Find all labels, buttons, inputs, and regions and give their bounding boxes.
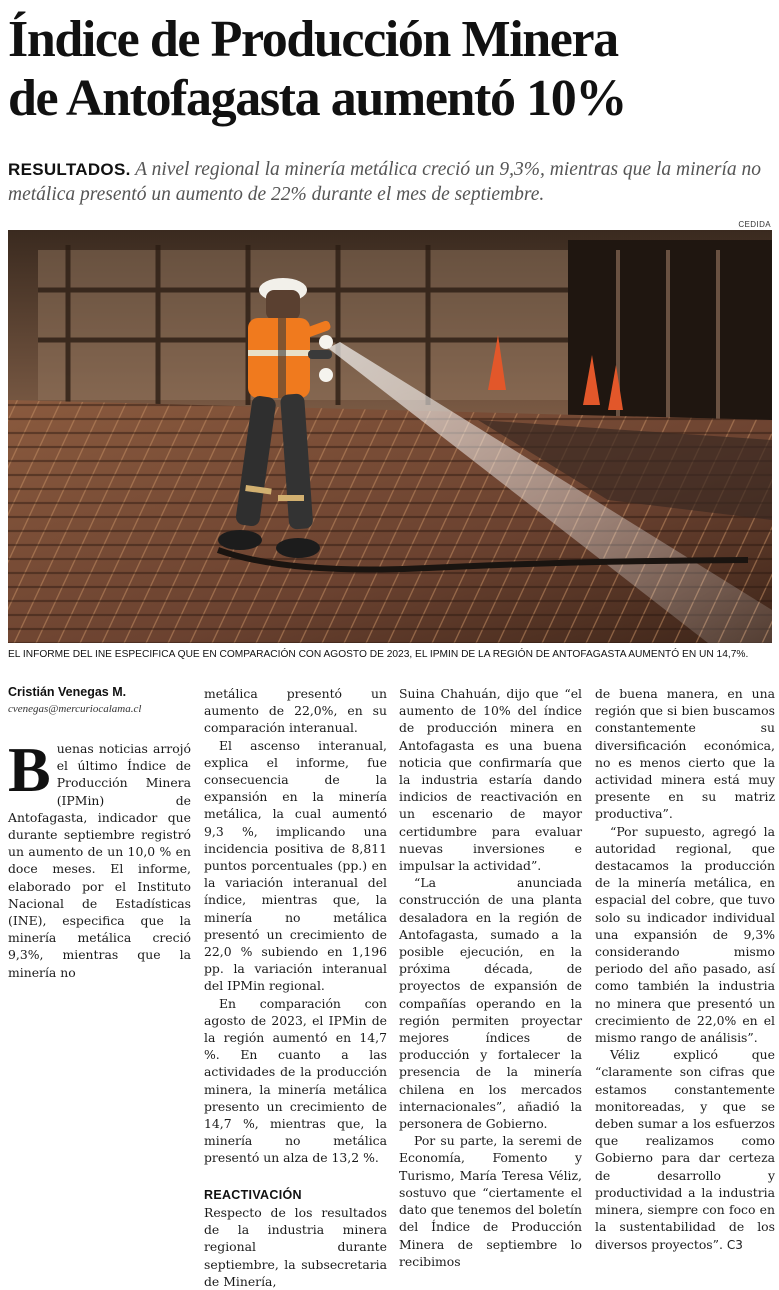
- paragraph: Por su parte, la seremi de Economía, Fomento y Turismo, María Teresa Véliz, sostuvo que “ciertamente el dato que tenemos del boletín del Índice de Producción Minera de septiembre lo recibimos: [399, 1133, 582, 1269]
- photo-caption: EL INFORME DEL INE ESPECIFICA QUE EN COMPARACIÓN CON AGOSTO DE 2023, EL IPMIN DE LA REGIÓN DE ANTOFAGASTA AUMENTÓ EN UN 14,7%.: [8, 649, 749, 660]
- end-mark-icon: C3: [726, 1237, 743, 1252]
- paragraph: “Por supuesto, agregó la autoridad regional, que destacamos la producción de la minería metálica, en espacial del cobre, que tuvo solo su indicador individual una expansión de 9,3% considerando mismo periodo del año pasado, así como también la industria no minera que presentó un crecimiento de 22,0% en el mismo rango de análisis”.: [595, 823, 775, 1046]
- paragraph: [595, 1046, 775, 1253]
- paragraph: “La anunciada construcción de una planta desaladora en la región de Antofagasta, sumado a la posible ejecución, en la próxima década, de proyectos de expansión de compañías operando en la región permiten proyectar mejores índices de producción y fortalecer la presencia de la minería chilena en los mercados internacionales”, añadió la personera de Gobierno.: [399, 875, 582, 1132]
- paragraph: de buena manera, en una región que si bien buscamos constantemente su diversificación económica, no es menos cierto que la actividad minera está muy presente en su matriz productiva”.: [595, 686, 775, 822]
- paragraph: Suina Chahuán, dijo que “el aumento de 10% del índice de producción minera en Antofagasta es una buena noticia que confirmaría que la industria estaría dando indicios de reactivación en un escenario de mayor certidumbre para evaluar nuevas inversiones e impulsar la actividad”.: [399, 686, 582, 874]
- deck: [8, 157, 774, 207]
- article-column-3: [399, 685, 582, 1269]
- deck-text: A nivel regional la minería metálica creció un 9,3%, mientras que la minería no metálica presentó un aumento de 22% durante el mes de septiembre.: [8, 159, 762, 205]
- article-column-4: [595, 685, 775, 1250]
- article-photo: [8, 230, 772, 643]
- mine-worker-illustration: [8, 230, 772, 643]
- byline-email: cvenegas@mercuriocalama.cl: [8, 703, 142, 715]
- paragraph: uenas noticias arrojó el último Índice de Producción Minera (IPMin) de Antofagasta, indicador que durante septiembre registró un aumento de un 10,0 % en doce meses. El informe, elaborado por el Instituto Nacional de Estadísticas (INE), especifica que la minería metálica creció 9,3%, mientras que la minería no: [8, 741, 191, 980]
- paragraph: En comparación con agosto de 2023, el IPMin de la región aumentó en 14,7 %. En cuanto a las actividades de la producción minera, la minería metálica presento un crecimiento de 14,7 %, mientras que, la minería no metálica presentó un alza de 13,2 %.: [204, 995, 387, 1166]
- drop-cap: B: [8, 734, 51, 805]
- article-column-1: [8, 734, 191, 1250]
- headline: [8, 10, 774, 128]
- paragraph: metálica presentó un aumento de 22,0%, en su comparación interanual.: [204, 686, 387, 736]
- headline-line-1: Índice de Producción Minera: [8, 11, 618, 68]
- deck-kicker: RESULTADOS.: [8, 160, 131, 179]
- section-subhead: REACTIVACIÓN: [204, 1187, 302, 1202]
- photo-credit: CEDIDA: [738, 220, 771, 229]
- paragraph: El ascenso interanual, explica el informe, fue consecuencia de la expansión en la minería metálica, la cual aumentó 9,3 %, implicando una incidencia positiva de 8,811 puntos porcentuales (pp.) en la variación interanual del índice, mientras que, la minería no metálica presentó un crecimiento de 22,0 % subiendo en 1,196 pp. la variación interanual del IPMin regional.: [204, 737, 387, 994]
- paragraph-text: Véliz explicó que “claramente son cifras que estamos constantemente monitoreadas, y que se deben sumar a los esfuerzos que realizamos como Gobierno para dar certeza de desarrollo y productividad a la industria minera, siempre con foco en la sustentabilidad de los diversos proyectos”.: [595, 1047, 775, 1252]
- article-column-2: [204, 685, 387, 1289]
- byline-name: Cristián Venegas M.: [8, 685, 127, 699]
- paragraph: Respecto de los resultados de la industria minera regional durante septiembre, la subsecretaria de Minería,: [204, 1204, 387, 1289]
- headline-line-2: de Antofagasta aumentó 10%: [8, 70, 626, 127]
